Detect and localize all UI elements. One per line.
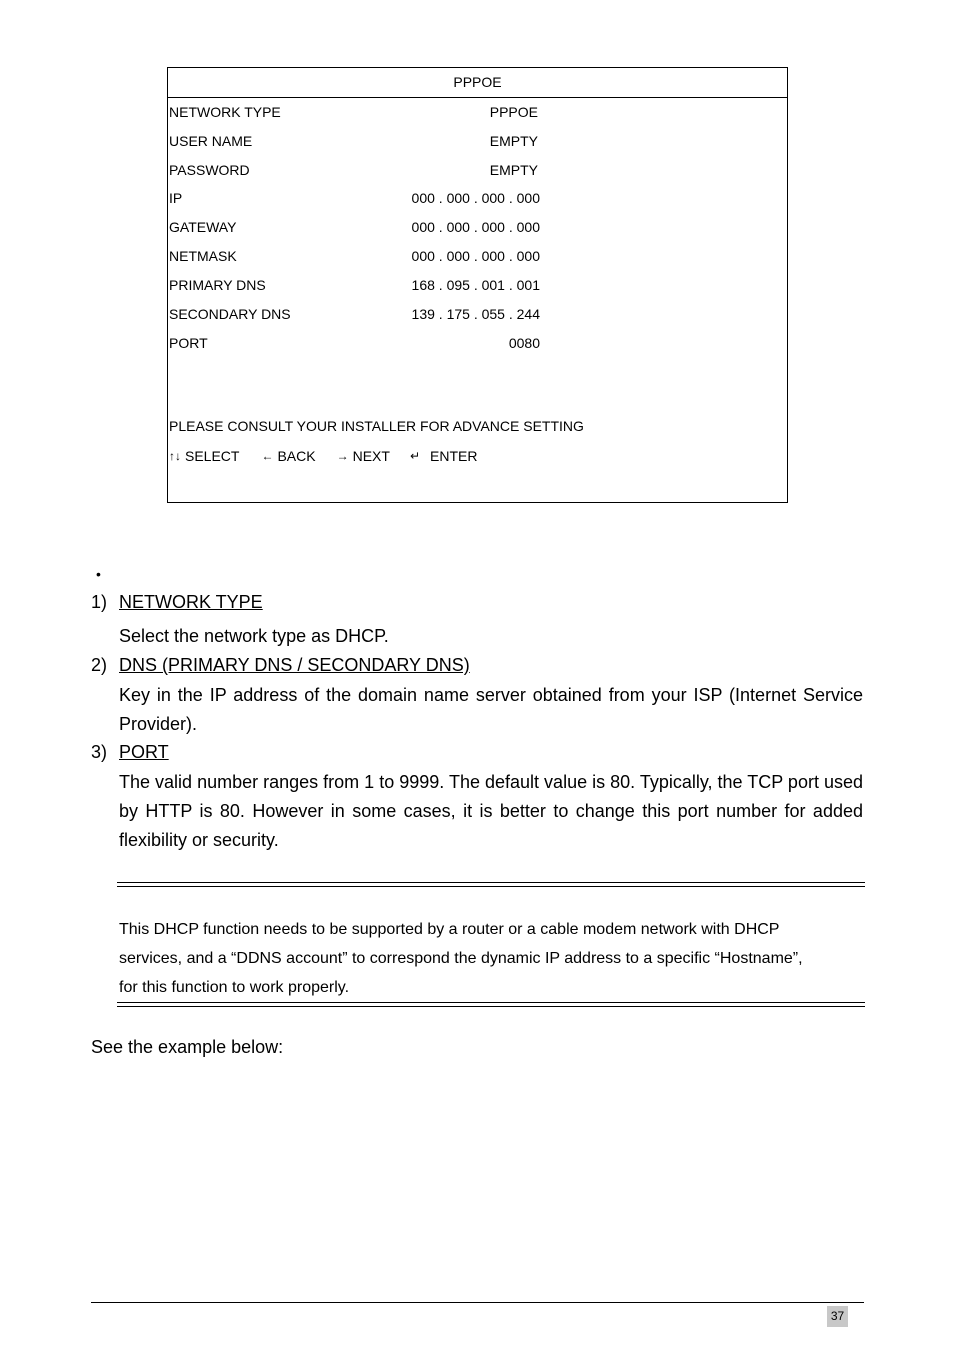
select-key-label: SELECT [185,448,240,464]
item-heading-network-type: NETWORK TYPE [119,592,263,612]
dhcp-note-line: for this function to work properly. [119,979,350,996]
menu-row-value: 000 . 000 . 000 . 000 [411,248,540,264]
see-example-text: See the example below: [91,1037,284,1057]
menu-row-label: GATEWAY [169,219,237,235]
menu-row-value: 139 . 175 . 055 . 244 [411,306,540,322]
select-key-hint [169,448,239,464]
item-heading-dns: DNS (PRIMARY DNS / SECONDARY DNS) [119,655,470,675]
item-number: 1) [91,592,108,612]
item-number: 2) [91,655,108,675]
enter-key-hint [410,448,478,464]
left-arrow-icon: ← [261,449,274,463]
pppoe-menu-box [167,67,788,503]
menu-row-label: SECONDARY DNS [169,306,291,322]
footer-rule [91,1302,864,1303]
menu-row-value: EMPTY [489,133,538,149]
next-key-label: NEXT [352,448,390,464]
note-bottom-rule [117,1002,865,1007]
dhcp-note-line: This DHCP function needs to be supported by a router or a cable modem network with DHCP [119,921,780,938]
page-number: 37 [827,1306,848,1327]
enter-icon: ↵ [409,449,420,463]
item-text-dns: Key in the IP address of the domain name server obtained from your ISP (Internet Service Provider). [119,685,863,734]
note-top-rule [117,882,865,887]
back-key-label: BACK [277,448,316,464]
right-arrow-icon: → [336,449,349,463]
menu-row-value: 000 . 000 . 000 . 000 [411,219,540,235]
menu-advance-note: PLEASE CONSULT YOUR INSTALLER FOR ADVANCE SETTING [169,418,584,434]
menu-row-value: 0080 [508,335,540,351]
menu-title: PPPOE [168,68,787,98]
menu-key-legend [169,448,477,464]
next-key-hint [337,448,390,464]
item-text-network-type: Select the network type as DHCP. [119,626,389,646]
enter-key-label: ENTER [430,448,478,464]
menu-row-label: NETWORK TYPE [169,104,281,120]
menu-row-label: NETMASK [169,248,237,264]
menu-row-label: USER NAME [169,133,253,149]
item-number: 3) [91,742,108,762]
item-heading-port: PORT [119,742,169,762]
menu-row-label: IP [169,190,183,206]
up-down-arrow-icon: ↑↓ [169,449,181,463]
back-key-hint [261,448,315,464]
menu-row-label: PORT [169,335,208,351]
dhcp-note-line: services, and a “DDNS account” to correspond the dynamic IP address to a specific “Hostname”, [119,950,803,967]
bullet-marker: • [96,566,101,582]
item-text-port: The valid number ranges from 1 to 9999. The default value is 80. Typically, the TCP port used by HTTP is 80. However in some cases, it is better to change this port number for added flexibility or security. [119,772,863,850]
menu-row-value: 168 . 095 . 001 . 001 [411,277,540,293]
menu-row-value: EMPTY [489,162,538,178]
menu-row-label: PRIMARY DNS [169,277,266,293]
dhcp-note [119,915,879,1002]
menu-row-label: PASSWORD [169,162,250,178]
menu-row-value: PPPOE [489,104,538,120]
menu-row-value: 000 . 000 . 000 . 000 [411,190,540,206]
